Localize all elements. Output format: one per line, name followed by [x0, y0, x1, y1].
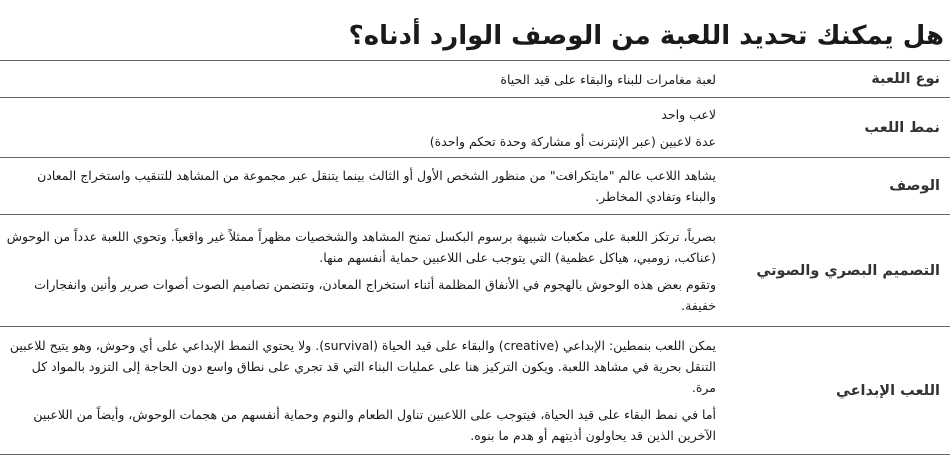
- row-game-type: [0, 61, 950, 98]
- creative-play-paragraph-2: أما في نمط البقاء على قيد الحياة، فيتوجب على اللاعبين تناول الطعام والنوم وحماية أنفسهم من هجمات الوحوش، وأيضاً من اللاعبين الآخرين الذين قد يحاولون أذيتهم أو هدم ما بنوه.: [33, 407, 716, 443]
- row-description: [0, 158, 950, 215]
- row-content-play-mode: [0, 98, 730, 158]
- play-mode-single: لاعب واحد: [661, 106, 716, 122]
- game-info-table: [0, 60, 950, 455]
- row-label-game-type: نوع اللعبة: [871, 71, 940, 87]
- play-mode-multi: عدة لاعبين (عبر الإنترنت أو مشاركة وحدة تحكم واحدة): [429, 133, 716, 149]
- creative-play-paragraph-1: يمكن اللعب بنمطين: الإبداعي (creative) والبقاء على قيد الحياة (survival). ولا يحتوي النمط الإبداعي على أي وحوش، وهو يتيح للاعبين التنقل بحرية في مشاهد اللعبة. ويكون التركيز هنا على عمليات البناء التي قد تجري على نطاق واسع دون الحاجة إلى التزود بالمواد كل مرة.: [9, 338, 716, 395]
- row-label-visual-audio-design: التصميم البصري والصوتي: [756, 262, 940, 279]
- row-creative-play: [0, 327, 950, 455]
- row-content-description: [0, 158, 730, 215]
- visual-design-paragraph-1: بصرياً، ترتكز اللعبة على مكعبات شبيهة برسوم البكسل تمنح المشاهد والشخصيات مظهراً ممثلاً غير واقعياً. وتحوي اللعبة عدداً من الوحوش (عناكب، زومبي، هياكل عظمية) التي يتوجب على اللاعبين حماية أنفسهم منها.: [6, 228, 716, 265]
- row-label-creative-play: اللعب الإبداعي: [835, 382, 940, 399]
- row-play-mode: [0, 98, 950, 158]
- page-title: هل يمكنك تحديد اللعبة من الوصف الوارد أدناه؟: [348, 21, 944, 51]
- row-content-visual-audio-design: [0, 215, 730, 327]
- row-content-creative-play: [0, 327, 730, 455]
- row-label-description: الوصف: [889, 178, 940, 194]
- row-visual-audio-design: [0, 215, 950, 327]
- game-type-text: لعبة مغامرات للبناء والبقاء على قيد الحياة: [500, 71, 716, 87]
- row-label-play-mode: نمط اللعب: [864, 119, 940, 136]
- description-text: يشاهد اللاعب عالم "مايتكرافت" من منظور الشخص الأول أو الثالث بينما يتنقل عبر مجموعة من المشاهد للتنقيب واستخراج المعادن والبناء وتفادي المخاطر.: [37, 168, 716, 204]
- visual-design-paragraph-2: وتقوم بعض هذه الوحوش بالهجوم في الأنفاق المظلمة أثناء استخراج المعادن، وتتضمن تصاميم الصوت أصوات صرير وأنين وانفجارات خفيفة.: [34, 276, 716, 313]
- row-content-game-type: [0, 61, 730, 98]
